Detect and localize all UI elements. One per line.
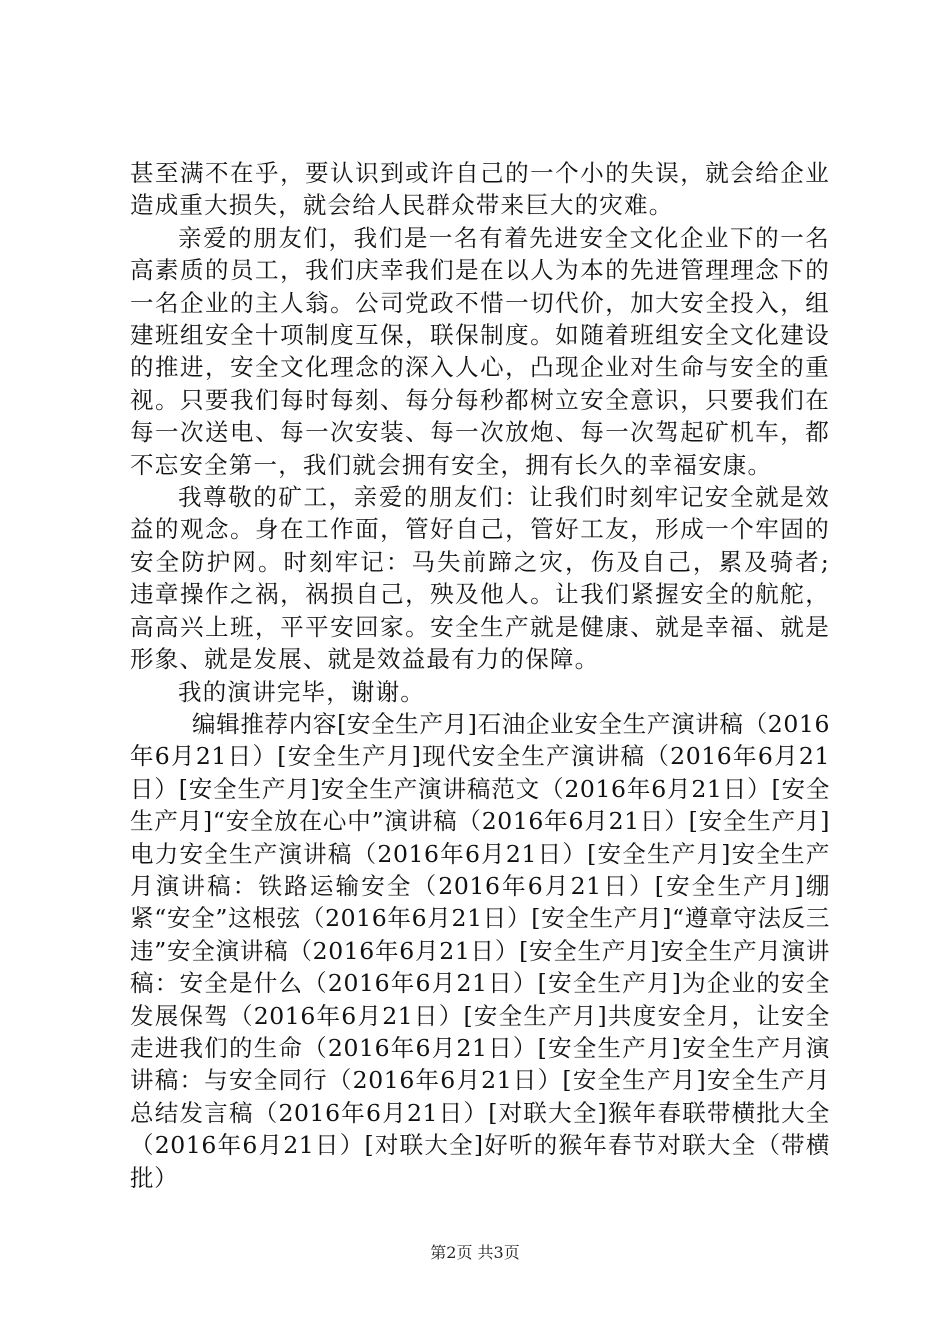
paragraph-continuation: 甚至满不在乎，要认识到或许自己的一个小的失误，就会给企业造成重大损失，就会给人民群众带来巨大的灾难。 <box>130 159 830 220</box>
document-body <box>130 157 830 1194</box>
paragraph-closing: 我的演讲完毕，谢谢。 <box>178 677 425 706</box>
paragraph-dear-friends: 亲爱的朋友们，我们是一名有着先进安全文化企业下的一名高素质的员工，我们庆幸我们是在以人为本的先进管理理念下的一名企业的主人翁。公司党政不惜一切代价，加大安全投入，组建班组安全十项制度互保，联保制度。如随着班组安全文化建设的推进，安全文化理念的深入人心，凸现企业对生命与安全的重视。只要我们每时每刻、每分每秒都树立安全意识，只要我们在每一次送电、每一次安装、每一次放炮、每一次驾起矿机车，都不忘安全第一，我们就会拥有安全，拥有长久的幸福安康。 <box>130 223 830 479</box>
page-footer <box>0 1243 950 1263</box>
related-content-list: 编辑推荐内容[安全生产月]石油企业安全生产演讲稿（2016年6月21日）[安全生产月]现代安全生产演讲稿（2016年6月21日）[安全生产月]安全生产演讲稿范文（2016年6月21日）[安全生产月]“安全放在心中”演讲稿（2016年6月21日）[安全生产月]电力安全生产演讲稿（2016年6月21日）[安全生产月]安全生产月演讲稿：铁路运输安全（2016年6月21日）[安全生产月]绷紧“安全”这根弦（2016年6月21日）[安全生产月]“遵章守法反三违”安全演讲稿（2016年6月21日）[安全生产月]安全生产月演讲稿：安全是什么（2016年6月21日）[安全生产月]为企业的安全发展保驾（2016年6月21日）[安全生产月]共度安全月，让安全走进我们的生命（2016年6月21日）[安全生产月]安全生产月演讲稿：与安全同行（2016年6月21日）[安全生产月]安全生产月总结发言稿（2016年6月21日）[对联大全]猴年春联带横批大全（2016年6月21日）[对联大全]好听的猴年春节对联大全（带横批） <box>130 709 830 1192</box>
page-number-label: 第2页 共3页 <box>430 1243 520 1262</box>
paragraph-respected-miners: 我尊敬的矿工，亲爱的朋友们：让我们时刻牢记安全就是效益的观念。身在工作面，管好自己，管好工友，形成一个牢固的安全防护网。时刻牢记：马失前蹄之灾，伤及自己，累及骑者;违章操作之祸，祸损自己，殃及他人。让我们紧握安全的航舵，高高兴上班，平平安回家。安全生产就是健康、就是幸福、就是形象、就是发展、就是效益最有力的保障。 <box>130 483 830 674</box>
